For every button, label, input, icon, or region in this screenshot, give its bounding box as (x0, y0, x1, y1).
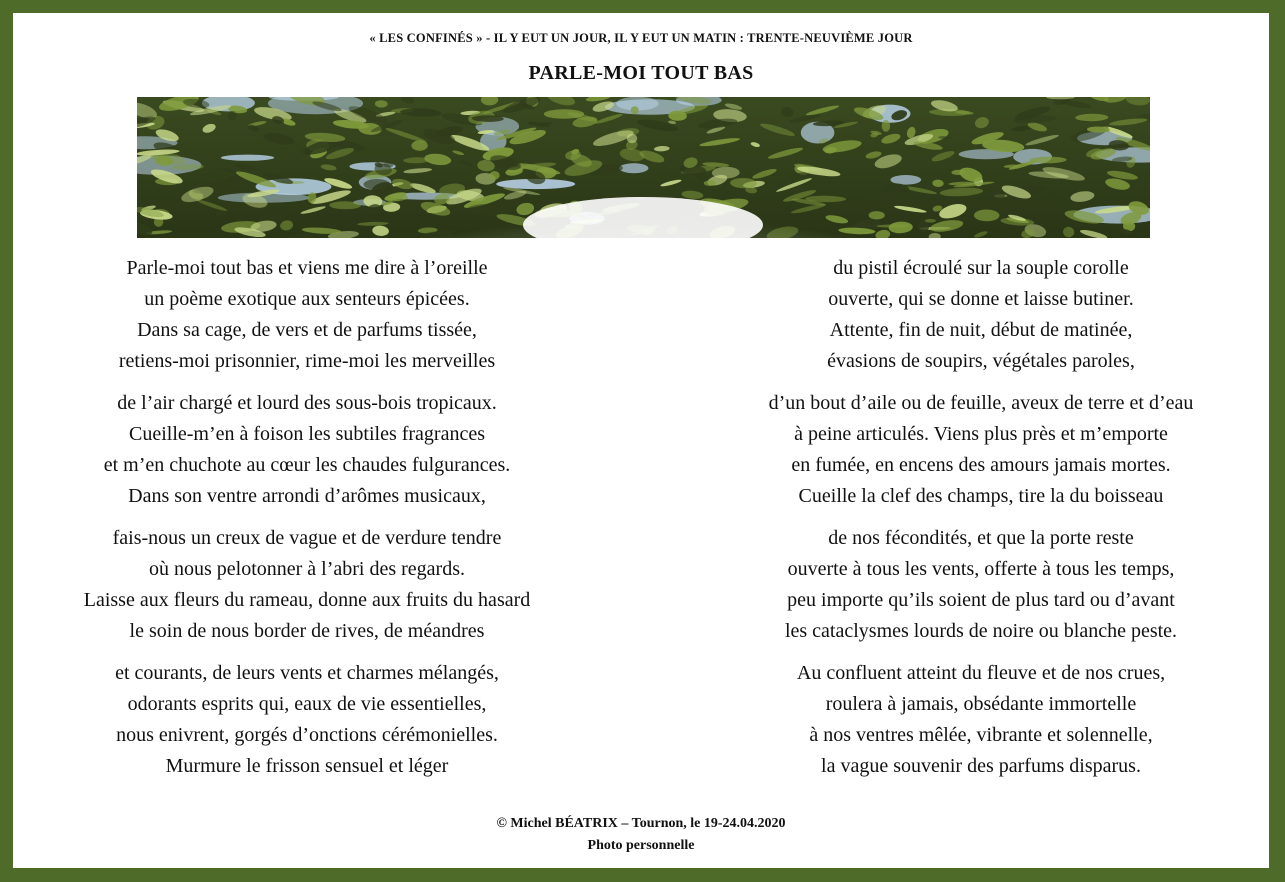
poem-line: la vague souvenir des parfums disparus. (821, 755, 1141, 777)
page-frame (13, 13, 1269, 868)
stanza (23, 253, 591, 377)
poem-line: Cueille la clef des champs, tire la du boisseau (798, 485, 1164, 507)
poem-line: ouverte, qui se donne et laisse butiner. (828, 288, 1134, 310)
poem-line: à nos ventres mêlée, vibrante et solennelle, (809, 724, 1153, 746)
poem-line: odorants esprits qui, eaux de vie essentielles, (127, 693, 487, 715)
series-supertitle: « LES CONFINÉS » - IL Y EUT UN JOUR, IL Y EUT UN MATIN : TRENTE-NEUVIÈME JOUR (369, 31, 913, 45)
poem-line: nous enivrent, gorgés d’onctions cérémonielles. (116, 724, 498, 746)
stanza (23, 388, 591, 512)
poem-line: et courants, de leurs vents et charmes mélangés, (115, 662, 499, 684)
poem-line: où nous pelotonner à l’abri des regards. (148, 558, 465, 580)
stanza (713, 523, 1249, 647)
poem-line: Dans son ventre arrondi d’arômes musicaux, (128, 485, 486, 507)
stanza (713, 388, 1249, 512)
poem-line: du pistil écroulé sur la souple corolle (833, 257, 1129, 279)
stanza (23, 658, 591, 782)
poem-line: fais-nous un creux de vague et de verdure tendre (112, 527, 502, 549)
poem-line: ouverte à tous les vents, offerte à tous les temps, (787, 558, 1175, 580)
poem-line: de nos fécondités, et que la porte reste (828, 527, 1134, 549)
poem-line: en fumée, en encens des amours jamais mortes. (791, 454, 1171, 476)
poem-line: et m’en chuchote au cœur les chaudes fulgurances. (103, 454, 511, 476)
poem-line: Attente, fin de nuit, début de matinée, (829, 319, 1133, 341)
copyright-line: © Michel BÉATRIX – Tournon, le 19-24.04.2020 (496, 816, 786, 831)
poem-line: de l’air chargé et lourd des sous-bois tropicaux. (117, 392, 497, 414)
poem-line: Dans sa cage, de vers et de parfums tissée, (137, 319, 477, 341)
poem-line: Laisse aux fleurs du rameau, donne aux fruits du hasard (83, 589, 531, 611)
poem-line: évasions de soupirs, végétales paroles, (827, 350, 1135, 372)
poem-line: Au confluent atteint du fleuve et de nos crues, (796, 662, 1166, 684)
poem-line: retiens-moi prisonnier, rime-moi les merveilles (118, 350, 496, 372)
credits (13, 813, 1269, 857)
poem-line: un poème exotique aux senteurs épicées. (144, 288, 470, 310)
stanza (23, 523, 591, 647)
stanza (713, 658, 1249, 782)
header-photo (137, 97, 1150, 238)
leaves-water-reflection-image (137, 97, 1150, 238)
poem-line: Parle-moi tout bas et viens me dire à l’oreille (126, 257, 488, 279)
photo-credit-line: Photo personnelle (587, 838, 695, 853)
poem-line: roulera à jamais, obsédante immortelle (825, 693, 1137, 715)
poem-line: Murmure le frisson sensuel et léger (165, 755, 449, 777)
poem-line: Cueille-m’en à foison les subtiles fragrances (129, 423, 485, 445)
poem-line: le soin de nous border de rives, de méandres (129, 620, 485, 642)
poem-line: à peine articulés. Viens plus près et m’emporte (794, 423, 1168, 445)
poem-title: PARLE-MOI TOUT BAS (528, 62, 754, 84)
poem-right-column (713, 253, 1249, 793)
poem-line: les cataclysmes lourds de noire ou blanche peste. (784, 620, 1178, 642)
poem-line: peu importe qu’ils soient de plus tard ou d’avant (787, 589, 1175, 611)
poem-line: d’un bout d’aile ou de feuille, aveux de terre et d’eau (768, 392, 1194, 414)
stanza (713, 253, 1249, 377)
poem-left-column (23, 253, 591, 793)
